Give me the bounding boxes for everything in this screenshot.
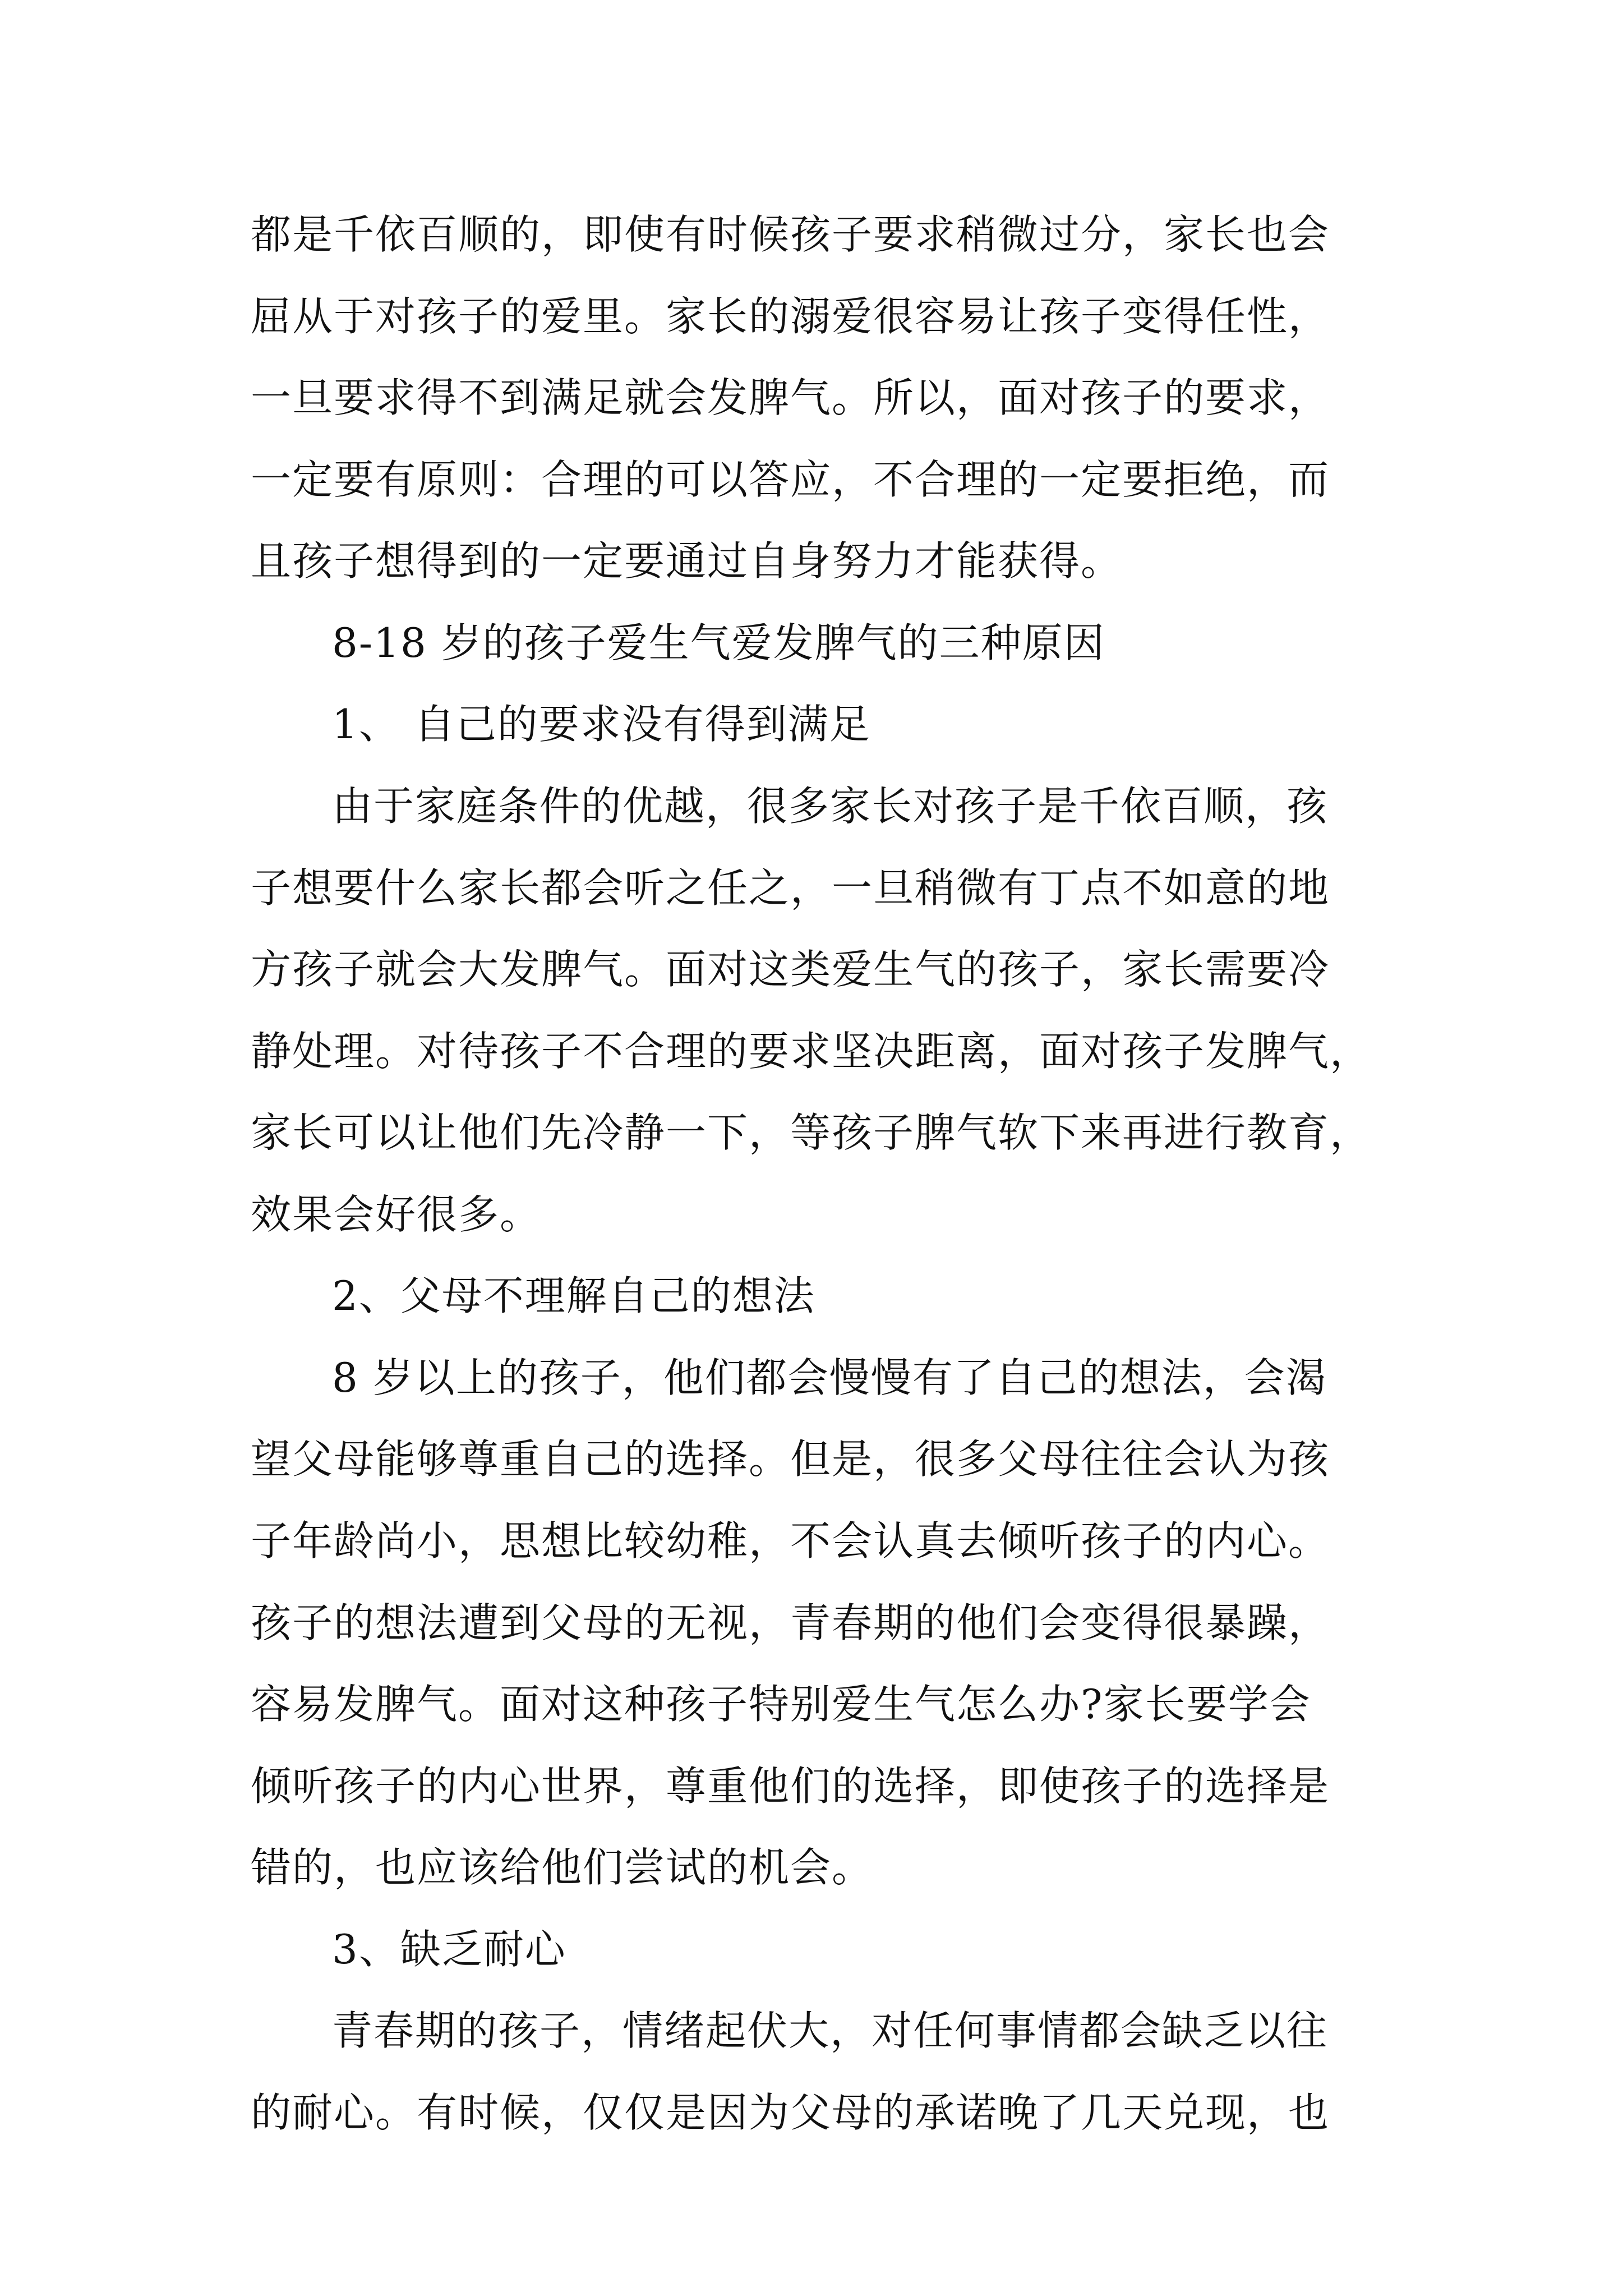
body-text-line: 一旦要求得不到满足就会发脾气。所以，面对孩子的要求， [251, 374, 1330, 421]
section-heading: 8-18 岁的孩子爱生气爱发脾气的三种原因 [332, 619, 1105, 666]
body-text-line: 一定要有原则：合理的可以答应，不合理的一定要拒绝，而 [251, 456, 1330, 503]
body-text-line: 效果会好很多。 [251, 1191, 542, 1238]
body-text-line: 由于家庭条件的优越，很多家长对孩子是千依百顺，孩 [332, 783, 1329, 830]
body-text-line: 错的，也应该给他们尝试的机会。 [251, 1844, 874, 1891]
body-text-line: 望父母能够尊重自己的选择。但是，很多父母往往会认为孩 [251, 1435, 1330, 1483]
body-text-line: 8 岁以上的孩子，他们都会慢慢有了自己的想法，会渴 [332, 1354, 1327, 1401]
body-text-line: 容易发脾气。面对这种孩子特别爱生气怎么办?家长要学会 [251, 1681, 1311, 1728]
body-text-line: 方孩子就会大发脾气。面对这类爱生气的孩子，家长需要冷 [251, 946, 1330, 993]
body-text-line: 都是千依百顺的，即使有时候孩子要求稍微过分，家长也会 [251, 211, 1330, 258]
body-text-line: 且孩子想得到的一定要通过自身努力才能获得。 [251, 537, 1123, 585]
body-text-line: 倾听孩子的内心世界，尊重他们的选择，即使孩子的选择是 [251, 1763, 1330, 1810]
body-text-line: 家长可以让他们先冷静一下，等孩子脾气软下来再进行教育， [251, 1109, 1372, 1156]
body-text-line: 子年龄尚小，思想比较幼稚，不会认真去倾听孩子的内心。 [251, 1517, 1330, 1565]
subheading-2: 2、父母不理解自己的想法 [332, 1272, 815, 1319]
body-text-line: 孩子的想法遭到父母的无视，青春期的他们会变得很暴躁， [251, 1599, 1330, 1646]
body-text-line: 屈从于对孩子的爱里。家长的溺爱很容易让孩子变得任性， [251, 293, 1330, 340]
subheading-3: 3、缺乏耐心 [332, 1926, 566, 1973]
subheading-1: 1、 自己的要求没有得到满足 [332, 701, 871, 748]
body-text-line: 子想要什么家长都会听之任之，一旦稍微有丁点不如意的地 [251, 864, 1330, 912]
body-text-line: 静处理。对待孩子不合理的要求坚决距离，面对孩子发脾气， [251, 1028, 1372, 1075]
body-text-line: 青春期的孩子，情绪起伏大，对任何事情都会缺乏以往 [332, 2007, 1329, 2054]
body-text-line: 的耐心。有时候，仅仅是因为父母的承诺晚了几天兑现，也 [251, 2089, 1330, 2136]
